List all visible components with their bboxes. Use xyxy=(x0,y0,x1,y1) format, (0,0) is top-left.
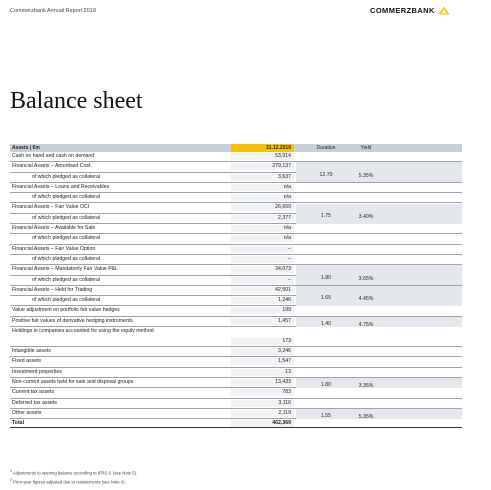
row-value: 3,116 xyxy=(231,400,294,407)
footnote: $^1$ Adjustments to opening balance according to IFRS 9. (see Note 5). xyxy=(10,469,138,476)
report-header-title: Commerzbank Annual Report 2018 xyxy=(10,8,96,14)
row-value: n/a xyxy=(231,235,294,242)
row-label: of which pledged as collateral xyxy=(32,255,101,262)
row-value: 34,073 xyxy=(231,266,294,273)
row-label: Financial Assets – Amortised Cost xyxy=(12,163,91,170)
row-label: Current tax assets xyxy=(12,389,55,396)
yield-value: 3.65% xyxy=(358,275,374,282)
row-value: – xyxy=(231,246,294,253)
duration-yield-block xyxy=(296,162,462,182)
row-label: Total xyxy=(12,420,25,427)
row-value: 13,433 xyxy=(231,379,294,386)
table-row xyxy=(10,152,462,162)
table-row xyxy=(10,399,462,409)
yield-value: 5.35% xyxy=(358,172,374,179)
yield-value: 4.75% xyxy=(358,321,374,328)
yield-value: 5.35% xyxy=(358,414,374,421)
page-title: Balance sheet xyxy=(10,88,143,114)
row-label: Financial Assets – Available for Sale xyxy=(12,225,96,232)
footnote: $^2$ Prior-year figures adjusted due to restatements (see Note 4). xyxy=(10,477,126,485)
duration-yield-block xyxy=(296,286,462,306)
row-label: of which pledged as collateral xyxy=(32,214,101,221)
row-value: n/a xyxy=(231,194,294,201)
table-body xyxy=(10,152,462,428)
row-value: 173 xyxy=(231,338,294,345)
row-label: Financial Assets – Held for Trading xyxy=(12,286,93,293)
duration-yield-block xyxy=(296,204,462,224)
duration-yield-block xyxy=(296,317,462,327)
duration-value: 1.80 xyxy=(320,382,332,389)
row-value: 3,246 xyxy=(231,348,294,355)
row-label: Positive fair values of derivative hedging instruments xyxy=(12,317,133,324)
yield-value: 3.35% xyxy=(358,383,374,390)
row-label: Other assets xyxy=(12,409,42,416)
duration-value: 1.65 xyxy=(320,295,332,302)
duration-value: 12.70 xyxy=(319,171,333,178)
row-value: – xyxy=(231,277,294,284)
table-row xyxy=(10,388,462,398)
table-row xyxy=(10,347,462,357)
duration-value: 1.80 xyxy=(320,274,332,281)
row-value: n/a xyxy=(231,184,294,191)
row-label: of which pledged as collateral xyxy=(32,297,101,304)
row-label: Non-current assets held for sale and disposal groups xyxy=(12,378,134,385)
footnotes xyxy=(10,468,137,486)
row-value: 3,637 xyxy=(231,174,294,181)
commerzbank-logo-icon xyxy=(438,6,450,15)
row-value: n/a xyxy=(231,225,294,232)
row-label: Financial Assets – Fair Value Option xyxy=(12,245,96,252)
table-header xyxy=(10,144,462,152)
table-row xyxy=(10,306,462,316)
table-row xyxy=(10,368,462,378)
row-value: 199 xyxy=(231,307,294,314)
row-label: Financial Assets – Loans and Receivables xyxy=(12,183,110,190)
row-label: Holdings in companies accounted for using the equity method xyxy=(12,328,154,335)
row-value: 42,501 xyxy=(231,287,294,294)
row-label: Fixed assets xyxy=(12,358,42,365)
row-label: Deferred tax assets xyxy=(12,399,57,406)
row-value: 13 xyxy=(231,369,294,376)
row-label: of which pledged as collateral xyxy=(32,194,101,201)
row-value: 279,137 xyxy=(231,163,294,170)
header-duration-column: Duration xyxy=(316,145,336,151)
row-label: of which pledged as collateral xyxy=(32,235,101,242)
row-label: of which pledged as collateral xyxy=(32,173,101,180)
yield-value: 3.40% xyxy=(358,213,374,220)
balance-sheet-table xyxy=(10,144,462,428)
table-row xyxy=(10,327,462,347)
table-row xyxy=(10,245,462,255)
row-value: – xyxy=(231,256,294,263)
header-date-column: 31.12.2018 xyxy=(231,144,294,152)
table-row xyxy=(10,419,462,428)
header-yield-column: Yield xyxy=(360,145,372,151)
duration-yield-block xyxy=(296,378,462,388)
table-row xyxy=(10,193,462,203)
table-row xyxy=(10,255,462,265)
row-value: 1,457 xyxy=(231,318,294,325)
row-label: Financial Assets – Fair Value OCI xyxy=(12,204,90,211)
duration-value: 1.40 xyxy=(320,320,332,327)
row-value: 26,659 xyxy=(231,204,294,211)
row-value: 1,246 xyxy=(231,297,294,304)
duration-value: 1.55 xyxy=(320,413,332,420)
brand-name: COMMERZBANK xyxy=(370,6,435,15)
row-label: Cash on hand and cash on demand xyxy=(12,153,95,159)
brand xyxy=(370,6,450,15)
table-row xyxy=(10,357,462,367)
table-row xyxy=(10,234,462,244)
row-label: Investment properties xyxy=(12,368,62,375)
row-label: Value adjustment on portfolio fair value hedges xyxy=(12,307,120,314)
row-value: 462,369 xyxy=(231,420,294,427)
header-assets-label: Assets | €m xyxy=(12,144,40,151)
row-label: of which pledged as collateral xyxy=(32,276,101,283)
row-value: 1,547 xyxy=(231,358,294,365)
duration-yield-block xyxy=(296,265,462,285)
row-value: 783 xyxy=(231,389,294,396)
table-row xyxy=(10,183,462,193)
table-row xyxy=(10,224,462,234)
yield-value: 4.45% xyxy=(358,296,374,303)
row-value: 2,119 xyxy=(231,410,294,417)
row-value: 53,914 xyxy=(231,153,294,160)
duration-yield-block xyxy=(296,409,462,419)
row-label: Intangible assets xyxy=(12,348,51,355)
duration-value: 1.75 xyxy=(320,212,332,219)
row-value: 2,377 xyxy=(231,215,294,222)
row-label: Financial Assets – Mandatorily Fair Value P&L xyxy=(12,266,119,273)
